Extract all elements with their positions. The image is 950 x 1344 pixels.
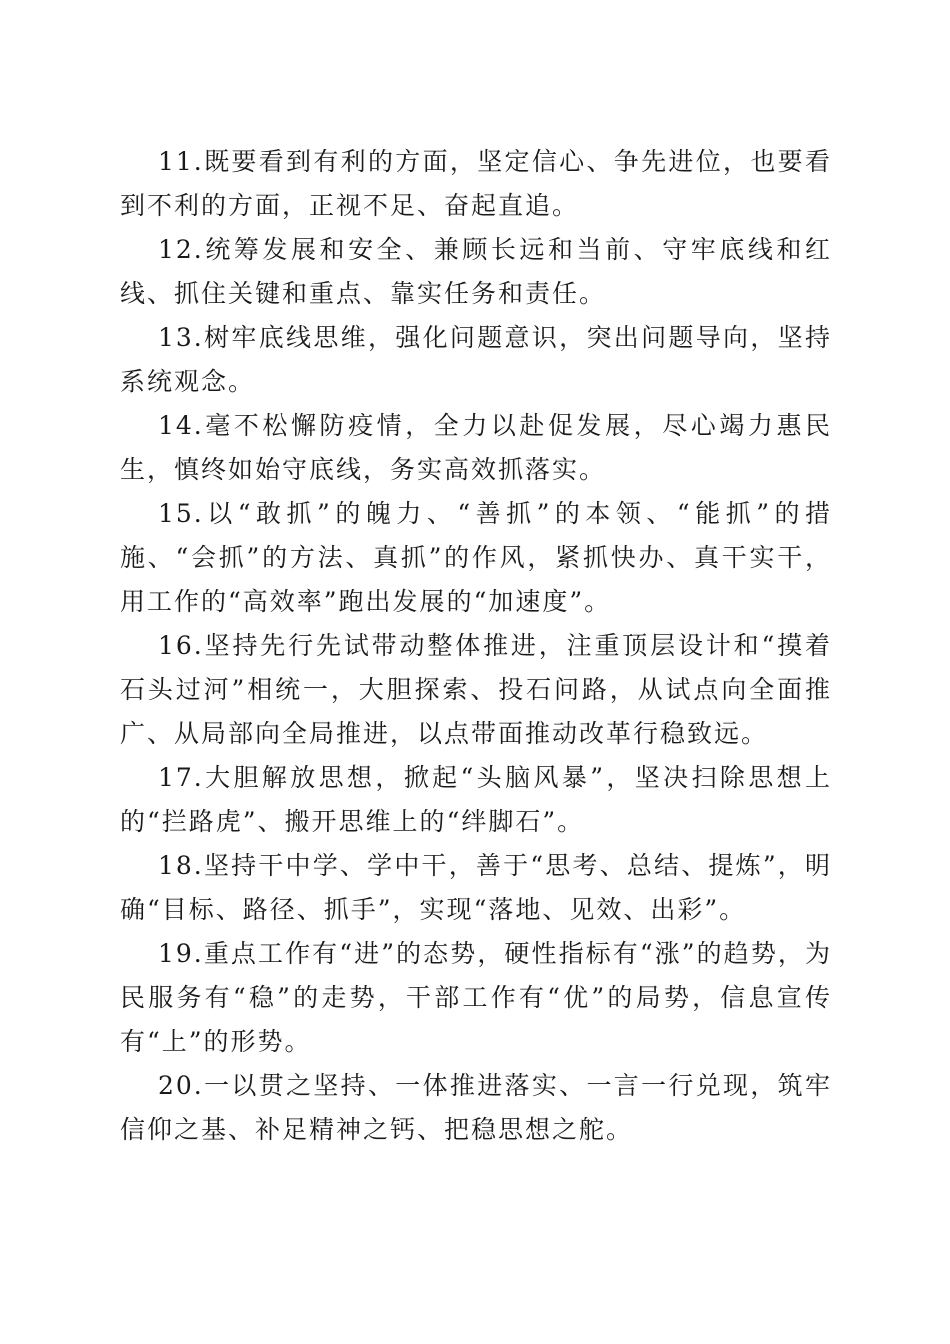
list-item-16: 16.坚持先行先试带动整体推进，注重顶层设计和“摸着石头过河”相统一，大胆探索、投石问路，从试点向全面推广、从局部向全局推进，以点带面推动改革行稳致远。 <box>120 631 832 748</box>
list-item-19: 19.重点工作有“进”的态势，硬性指标有“涨”的趋势，为民服务有“稳”的走势，干部工作有“优”的局势，信息宣传有“上”的形势。 <box>120 939 832 1056</box>
list-item-15: 15.以“敢抓”的魄力、“善抓”的本领、“能抓”的措施、“会抓”的方法、真抓”的作风，紧抓快办、真干实干，用工作的“高效率”跑出发展的“加速度”。 <box>120 499 832 616</box>
list-item-14: 14.毫不松懈防疫情，全力以赴促发展，尽心竭力惠民生，慎终如始守底线，务实高效抓落实。 <box>120 411 832 484</box>
list-item-13: 13.树牢底线思维，强化问题意识，突出问题导向，坚持系统观念。 <box>120 323 832 396</box>
list-item-11: 11.既要看到有利的方面，坚定信心、争先进位，也要看到不利的方面，正视不足、奋起直追。 <box>120 147 832 220</box>
list-item-12: 12.统筹发展和安全、兼顾长远和当前、守牢底线和红线、抓住关键和重点、靠实任务和责任。 <box>120 235 832 308</box>
document-body <box>120 140 832 1152</box>
list-item-17: 17.大胆解放思想，掀起“头脑风暴”，坚决扫除思想上的“拦路虎”、搬开思维上的“绊脚石”。 <box>120 763 832 836</box>
list-item-20: 20.一以贯之坚持、一体推进落实、一言一行兑现，筑牢信仰之基、补足精神之钙、把稳思想之舵。 <box>120 1071 832 1144</box>
list-item-18: 18.坚持干中学、学中干，善于“思考、总结、提炼”，明确“目标、路径、抓手”，实现“落地、见效、出彩”。 <box>120 851 832 924</box>
